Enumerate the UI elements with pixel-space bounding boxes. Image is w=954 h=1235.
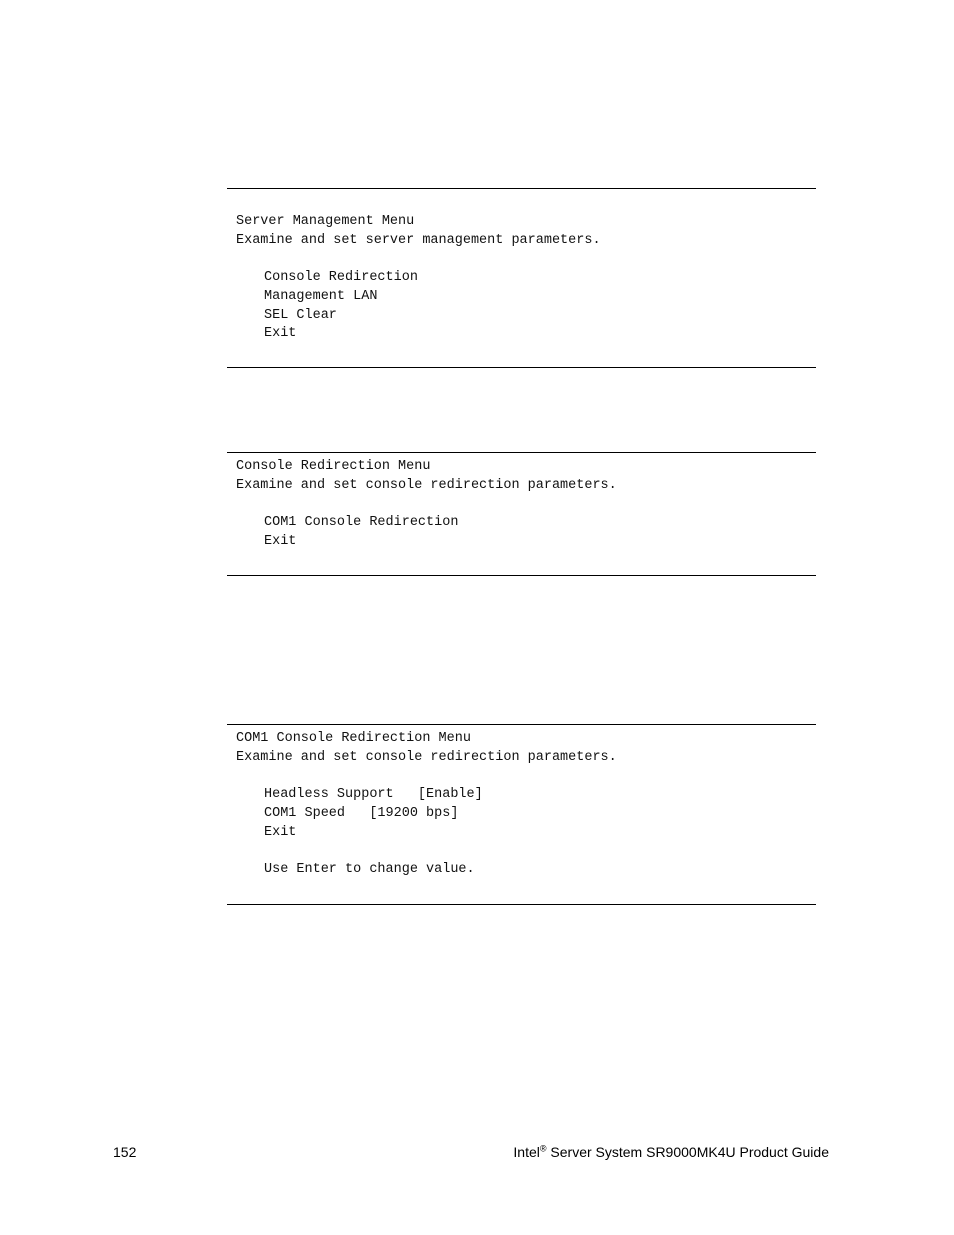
menu-title: COM1 Console Redirection Menu: [236, 731, 471, 746]
menu-item-list: [227, 269, 816, 344]
console-redirection-menu-block: [227, 452, 816, 576]
server-management-menu-block: [227, 188, 816, 368]
menu-help-note: Use Enter to change value.: [264, 861, 475, 877]
menu-subtitle: Examine and set console redirection parameters.: [236, 749, 617, 765]
menu-item-com1-console-redirection[interactable]: COM1 Console Redirection: [264, 515, 459, 531]
document-title: [513, 1144, 829, 1160]
menu-item-management-lan[interactable]: Management LAN: [264, 288, 378, 304]
menu-header: [227, 458, 816, 495]
menu-item-exit[interactable]: Exit: [264, 533, 297, 549]
page-number: 152: [113, 1144, 137, 1160]
menu-subtitle: Examine and set server management parameters.: [236, 232, 601, 248]
menu-item-list: [227, 514, 816, 551]
menu-subtitle: Examine and set console redirection parameters.: [236, 477, 617, 493]
menu-item-headless-support[interactable]: Headless Support [Enable]: [264, 787, 483, 803]
menu-header: [227, 213, 816, 250]
menu-item-sel-clear[interactable]: SEL Clear: [264, 307, 337, 323]
document-title-text: Server System SR9000MK4U Product Guide: [546, 1144, 829, 1160]
menu-header: [227, 730, 816, 767]
menu-item-list: [227, 786, 816, 880]
menu-item-exit[interactable]: Exit: [264, 824, 297, 840]
menu-item-console-redirection[interactable]: Console Redirection: [264, 270, 418, 286]
com1-console-redirection-menu-block: [227, 724, 816, 905]
menu-title: Console Redirection Menu: [236, 459, 431, 474]
brand-name: Intel: [513, 1144, 540, 1160]
registered-mark: ®: [539, 1143, 547, 1154]
menu-item-exit[interactable]: Exit: [264, 326, 297, 342]
menu-item-com1-speed[interactable]: COM1 Speed [19200 bps]: [264, 805, 459, 821]
menu-title: Server Management Menu: [236, 214, 415, 229]
